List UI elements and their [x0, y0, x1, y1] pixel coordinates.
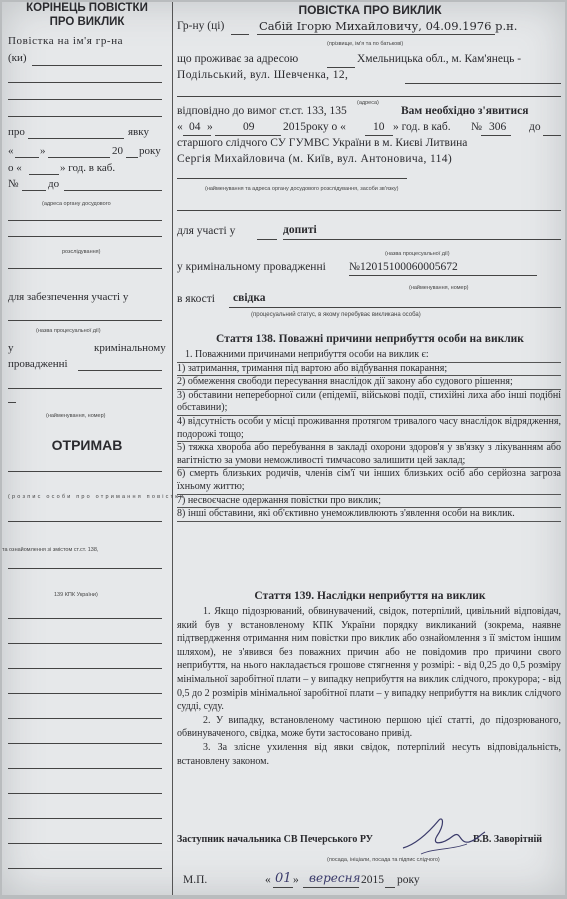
participation-prefix: для участі у [177, 225, 236, 237]
stub-line [64, 190, 162, 191]
stub-line [15, 157, 39, 158]
article-138-item: 2) обмеження свободи пересування внаслідок дії закону або судового рішення; [177, 376, 561, 390]
article-138-item: 7) несвоєчасне одержання повістки про виклик; [177, 495, 561, 509]
form-line [365, 135, 393, 136]
stub-line [28, 138, 124, 139]
status-prefix: в якості [177, 293, 215, 305]
caption-signer: (посада, ініціали, посада та підпис слідчого) [327, 857, 440, 863]
stub-line [8, 818, 162, 819]
stub-line [8, 618, 162, 619]
investigator-line-1: старшого слідчого СУ ГУМВС України в м. Києві Литвина [177, 137, 468, 149]
addressee-prefix: Гр-ну (ці) [177, 20, 225, 32]
form-line [303, 887, 359, 888]
proceedings-number: №12015100060005672 [349, 261, 458, 273]
stub-proceedings-1: у [8, 342, 14, 354]
address-value-1: Хмельницька обл., м. Кам'янець - [357, 53, 522, 65]
form-line [273, 887, 293, 888]
stub-line [8, 471, 162, 472]
summons-document [2, 2, 565, 895]
form-line [283, 239, 561, 240]
summons-title: ПОВІСТКА ПРО ВИКЛИК [298, 3, 442, 17]
article-139-item: 1. Якщо підозрюваний, обвинувачений, свідок, потерпілий, цивільний відповідач, який був у встановленому КПК України порядку викликаний (зокрема, наявне підтвердження отримання ним повістки про виклик або ознайомлення з її змістом іншим шляхом), не з'явився без поважних причин або не повідомив про причини свого неприбуття, на нього накладається грошове стягнення у розмірі: - від 0,25 до 0,5 розміру мінімальної заробітної плати – у випадку неприбуття на виклик слідчого, прокурора; - від 0,5 до 2 розмірів мінімальної заробітної плати – у випадку неприбуття на виклик слідчого судді, суду. [177, 606, 561, 713]
form-line [183, 135, 211, 136]
stub-line [32, 65, 162, 66]
to: до [529, 121, 541, 133]
article-138-item: 8) інші обставини, які об'єктивно унеможливлюють з'явлення особи на виклик. [177, 508, 561, 522]
stub-year-word: року [139, 145, 161, 157]
form-line [177, 178, 407, 179]
stub-line [8, 568, 162, 569]
stub-line [78, 370, 162, 371]
stub-line [8, 768, 162, 769]
sign-day-open: « [265, 874, 271, 886]
stub-line [8, 643, 162, 644]
stub-line [126, 157, 138, 158]
form-line [215, 135, 281, 136]
stub-hour-prefix: о « [8, 162, 22, 174]
form-line [257, 34, 495, 35]
signer-name: В.В. Заворітній [473, 834, 543, 845]
stub-caption-investigation: розслідування) [62, 249, 101, 255]
article-138-item: 6) смерть близьких родичів, членів сім'ї чи інших близьких осіб або серйозна загроза їхньому життю; [177, 468, 561, 494]
date-year: 2015року о « [283, 121, 346, 133]
stub-line [8, 793, 162, 794]
stub-line [8, 320, 162, 321]
stub-date-close: » [40, 145, 46, 157]
stub-line [8, 743, 162, 744]
sign-day: 01 [275, 871, 292, 886]
stub-caption-agency: (адреса органу досудового [42, 201, 111, 207]
article-138-item: 4) відсутність особи у місці проживання протягом тривалого часу внаслідок відрядження, подорожі тощо; [177, 416, 561, 442]
caption-procedural: (назва процесуальної дії) [385, 251, 450, 257]
caption-agency: (найменування та адреса органу досудового розслідування, засоби зв'язку) [205, 186, 399, 192]
stub-to: до [48, 178, 60, 190]
signer-position: Заступник начальника СВ Печерського РУ [177, 834, 374, 845]
article-139-item: 2. У випадку, встановленому частиною першою цієї статті, до підозрюваного, обвинуваченого, свідка, може бути застосовано привід. [177, 714, 561, 740]
form-line [177, 210, 561, 211]
stub-received: ОТРИМАВ [51, 437, 123, 453]
sign-year: 2015 [361, 874, 384, 886]
proceedings-prefix: у кримінальному провадженні [177, 261, 326, 273]
stub-line [8, 668, 162, 669]
sign-day-close: » [293, 874, 299, 886]
date-open: « [177, 121, 183, 133]
stub-caption-receipt-3: 139 КПК України) [54, 592, 98, 598]
stub-proceedings-3: провадженні [8, 358, 68, 370]
caption-name: (прізвище, ім'я та по батькові) [327, 41, 404, 47]
status-value: свідка [233, 292, 266, 304]
form-line [257, 239, 277, 240]
requirement-prefix: відповідно до вимог ст.ст. 133, 135 [177, 105, 347, 117]
stub-line [48, 157, 110, 158]
stub-line [8, 402, 16, 403]
article-138-body [177, 349, 561, 522]
addressee-value: Сабій Ігорю Михайловичу, 04.09.1976 р.н. [259, 19, 518, 33]
form-line [543, 135, 561, 136]
stub-issued-to-1: Повістка на ім'я гр-на [8, 35, 124, 47]
caption-name-number: (найменування, номер) [409, 285, 469, 291]
address-value-2: Подільський, вул. Шевченка, 12, [177, 69, 349, 81]
article-139-title: Стаття 139. Наслідки неприбуття на виклик [254, 590, 486, 602]
form-line [177, 96, 561, 97]
form-line [481, 135, 511, 136]
stub-line [8, 868, 162, 869]
stub-caption-receipt-2: та ознайомлення зі змістом ст.ст. 138, [2, 547, 99, 553]
stub-room-no: № [8, 178, 19, 190]
form-line [405, 83, 561, 84]
stub-proceedings-2: кримінальному [94, 342, 166, 354]
form-line [327, 67, 355, 68]
stub-title-2: ПРО ВИКЛИК [49, 16, 125, 28]
room-prefix: № [471, 121, 482, 133]
stub-date-open: « [8, 145, 14, 157]
date-day: 04 [189, 121, 201, 133]
stub-line [8, 220, 162, 221]
address-prefix: що проживає за адресою [177, 53, 299, 65]
stub-title-1: КОРІНЕЦЬ ПОВІСТКИ [26, 2, 148, 14]
article-138-item: 5) тяжка хвороба або перебування в закладі охорони здоров'я у зв'язку з лікуванням або вагітністю за умови неможливості тимчасово залишити цей заклад; [177, 442, 561, 468]
stub-caption-procedural: (назва процесуальної дії) [36, 328, 101, 334]
sign-year-word: року [397, 874, 420, 886]
stub-line [29, 174, 59, 175]
stub-line [8, 99, 162, 100]
sign-month: вересня [309, 871, 361, 885]
article-138-item: 1. Поважними причинами неприбуття особи на виклик є: [177, 349, 561, 363]
participation-value: допиті [283, 224, 317, 236]
stub-line [8, 116, 162, 117]
stub-year: 20 [112, 145, 123, 157]
stamp-label: М.П. [183, 874, 208, 886]
article-138-title: Стаття 138. Поважні причини неприбуття особи на виклик [216, 333, 524, 345]
stub-line [8, 693, 162, 694]
stub-line [22, 190, 46, 191]
stub-caption-name-number: (найменування, номер) [46, 413, 106, 419]
form-line [231, 34, 249, 35]
stub-line [8, 82, 162, 83]
stub-line [8, 521, 162, 522]
form-line [229, 307, 561, 308]
stub-line [8, 388, 162, 389]
stub-appearance: явку [128, 126, 149, 138]
summons-main [177, 2, 563, 895]
stub-hour-suffix: » год. в каб. [60, 162, 116, 174]
article-139-item: 3. За злісне ухилення від явки свідок, потерпілий несуть відповідальність, встановлену законом. [177, 741, 561, 767]
caption-address: (адреса) [357, 100, 379, 106]
form-line [385, 887, 395, 888]
stub-issued-to-2: (ки) [8, 52, 27, 64]
stub-participation: для забезпечення участі у [8, 291, 129, 303]
article-138-item: 1) затримання, тримання під вартою або відбування покарання; [177, 363, 561, 377]
requirement-bold: Вам необхідно з'явитися [401, 105, 529, 117]
summons-stub [2, 2, 186, 895]
caption-status: (процесуальний статус, в якому перебуває викликана особа) [251, 312, 421, 318]
stub-line [8, 268, 162, 269]
stub-about: про [8, 126, 25, 138]
date-month: 09 [243, 121, 255, 133]
stub-line [8, 236, 162, 237]
stub-caption-receipt-1: (розпис особи про отримання повістки [8, 494, 186, 500]
room-number: 306 [489, 121, 507, 133]
signature-scribble [399, 814, 489, 858]
stub-line [8, 843, 162, 844]
article-139-body [177, 605, 561, 768]
form-line [349, 275, 537, 276]
hour-word: » год. в каб. [393, 121, 451, 133]
stub-line [8, 718, 162, 719]
date-sep: » [207, 121, 213, 133]
investigator-line-2: Сергія Михайловича (м. Київ, вул. Антоновича, 114) [177, 153, 453, 165]
article-138-item: 3) обставини непереборної сили (епідемії, військові події, стихійні лиха або інші подібні обставини); [177, 390, 561, 416]
date-hour: 10 [373, 121, 385, 133]
